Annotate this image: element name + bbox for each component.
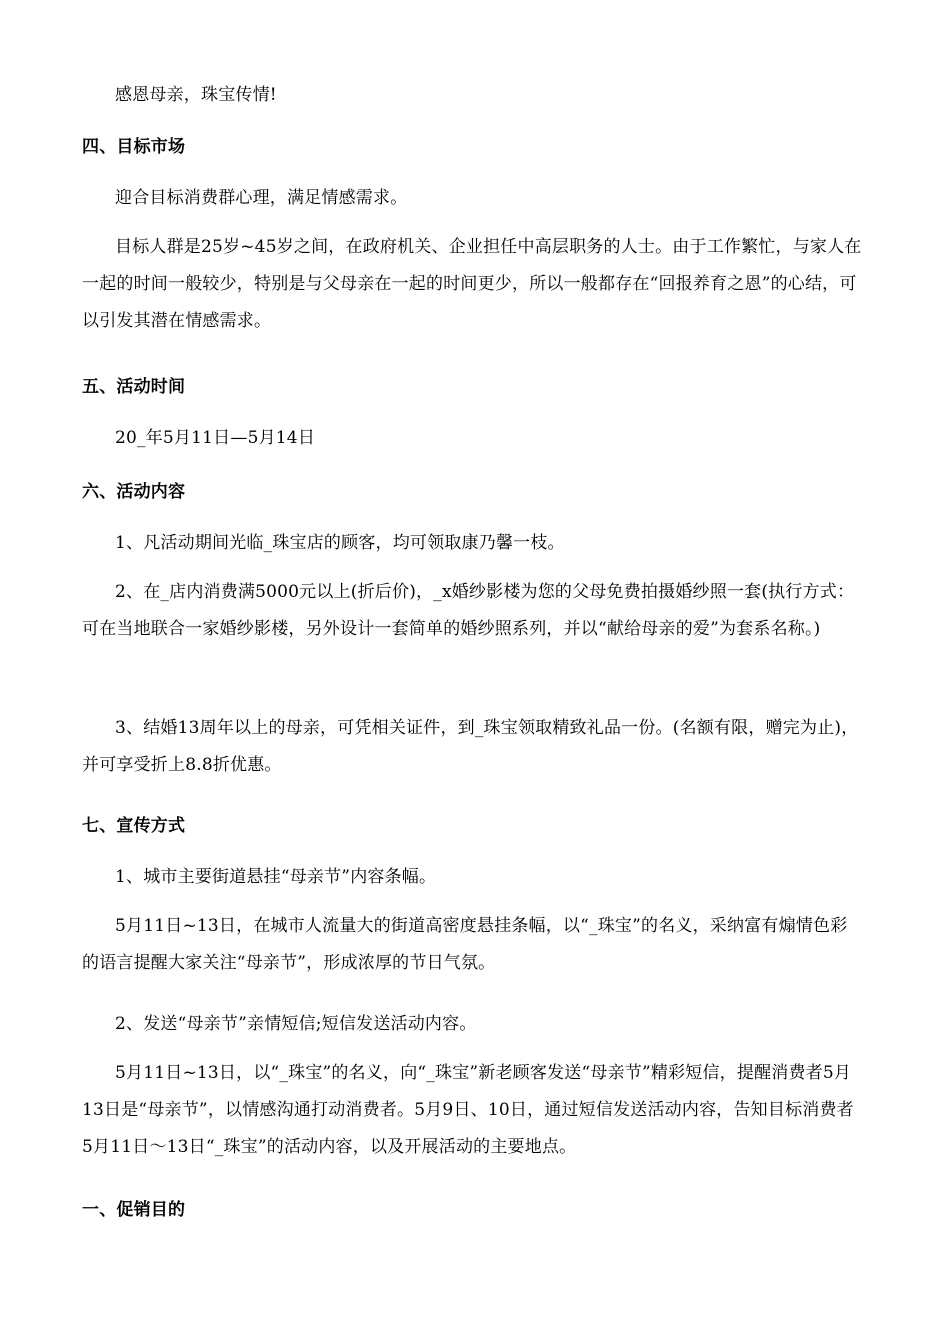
paragraph: 20_年5月11日—5月14日 xyxy=(115,428,316,448)
paragraph: 3、结婚13周年以上的母亲，可凭相关证件，到_珠宝领取精致礼品一份。(名额有限，赠完为止)，并可享受折上8.8折优惠。 xyxy=(82,718,859,775)
paragraph: 迎合目标消费群心理，满足情感需求。 xyxy=(115,188,408,208)
section-heading-event-time: 五、活动时间 xyxy=(82,377,186,397)
paragraph: 5月11日~13日，以“_珠宝”的名义，向“_珠宝”新老顾客发送“母亲节”精彩短信，提醒消费者5月13日是“母亲节”，以情感沟通打动消费者。5月9日、10日，通过短信发送活动内容，告知目标消费者5月11日～13日“_珠宝”的活动内容，以及开展活动的主要地点。 xyxy=(82,1063,854,1157)
paragraph: 1、城市主要街道悬挂“母亲节”内容条幅。 xyxy=(115,867,437,887)
section-heading-target-market: 四、目标市场 xyxy=(82,137,186,157)
paragraph: 1、凡活动期间光临_珠宝店的顾客，均可领取康乃馨一枝。 xyxy=(115,533,565,553)
paragraph: 2、发送“母亲节”亲情短信;短信发送活动内容。 xyxy=(115,1014,477,1034)
section-heading-promotion: 七、宣传方式 xyxy=(82,816,186,836)
paragraph: 5月11日~13日，在城市人流量大的街道高密度悬挂条幅，以“_珠宝”的名义，采纳富有煽情色彩的语言提醒大家关注“母亲节”，形成浓厚的节日气氛。 xyxy=(82,916,848,973)
intro-line: 感恩母亲，珠宝传情! xyxy=(115,85,277,105)
paragraph: 2、在_店内消费满5000元以上(折后价)，_x婚纱影楼为您的父母免费拍摄婚纱照一套(执行方式：可在当地联合一家婚纱影楼，另外设计一套简单的婚纱照系列，并以“献给母亲的爱”为套系名称。) xyxy=(82,582,855,639)
paragraph: 目标人群是25岁~45岁之间，在政府机关、企业担任中高层职务的人士。由于工作繁忙，与家人在一起的时间一般较少，特别是与父母亲在一起的时间更少，所以一般都存在“回报养育之恩”的心结，可以引发其潜在情感需求。 xyxy=(82,237,862,331)
section-heading-promotion-purpose: 一、促销目的 xyxy=(82,1200,186,1220)
section-heading-event-content: 六、活动内容 xyxy=(82,482,186,502)
